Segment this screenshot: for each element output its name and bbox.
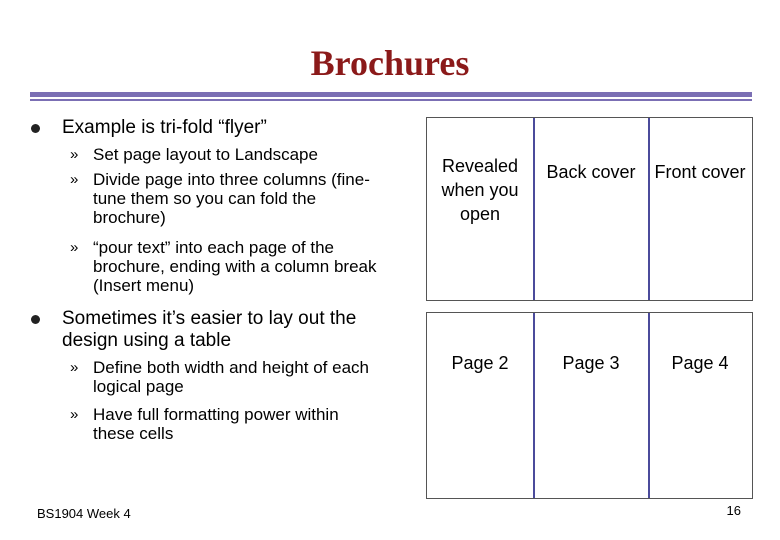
table-cell: Page 3 xyxy=(562,353,620,373)
page-number: 16 xyxy=(726,503,741,518)
table-cell: Front cover xyxy=(654,162,746,182)
title-underline xyxy=(30,92,752,102)
sub-bullet-text: Define both width and height of each logical page xyxy=(93,358,369,396)
brochure-inside-panel xyxy=(426,312,753,499)
table-cell: Page 2 xyxy=(451,353,509,373)
sub-bullet-text: Have full formatting power within these cells xyxy=(93,405,339,443)
slide-title: Brochures xyxy=(310,43,470,83)
sub-bullet-text: Set page layout to Landscape xyxy=(93,145,318,164)
bullet-dot-icon xyxy=(31,315,40,324)
bullet-text: Sometimes it’s easier to lay out the design using a table xyxy=(62,308,357,351)
chevron-icon: » xyxy=(70,359,79,376)
column-divider xyxy=(648,313,650,498)
table-cell: Revealed when you open xyxy=(441,156,519,224)
chevron-icon: » xyxy=(70,171,79,188)
sub-bullet-text: “pour text” into each page of the brochure, ending with a column break (Insert menu) xyxy=(93,238,377,295)
chevron-icon: » xyxy=(70,239,79,256)
column-divider xyxy=(648,118,650,300)
footer-text: BS1904 Week 4 xyxy=(37,506,131,521)
table-cell: Page 4 xyxy=(671,353,729,373)
column-divider xyxy=(533,313,535,498)
column-divider xyxy=(533,118,535,300)
bullet-dot-icon xyxy=(31,124,40,133)
bullet-text: Example is tri-fold “flyer” xyxy=(62,117,267,138)
chevron-icon: » xyxy=(70,406,79,423)
chevron-icon: » xyxy=(70,146,79,163)
table-cell: Back cover xyxy=(546,162,636,182)
sub-bullet-text: Divide page into three columns (fine-tune them so you can fold the brochure) xyxy=(93,170,370,227)
